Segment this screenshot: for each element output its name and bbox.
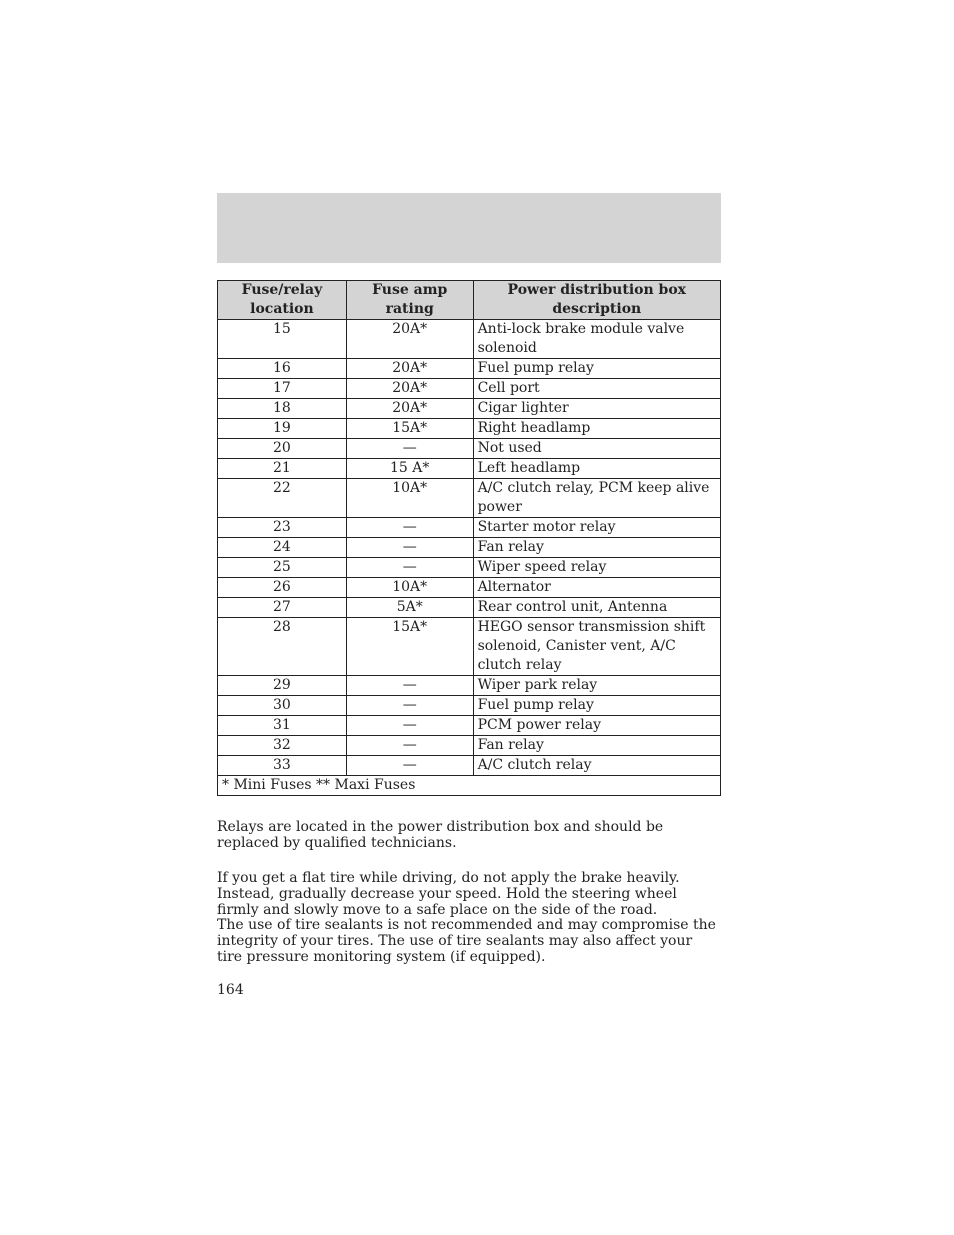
fuse-location-cell: 29: [218, 676, 347, 696]
fuse-description-cell: Rear control unit, Antenna: [473, 598, 720, 618]
header-rating: Fuse amp rating: [346, 281, 473, 320]
fuse-location-cell: 27: [218, 598, 347, 618]
fuse-rating-cell: 20A*: [346, 379, 473, 399]
fuse-rating-cell: 20A*: [346, 399, 473, 419]
table-row: [218, 459, 721, 479]
fuse-location-cell: 28: [218, 618, 347, 676]
fuse-rating-cell: 15 A*: [346, 459, 473, 479]
header-location: Fuse/relay location: [218, 281, 347, 320]
fuse-location-cell: 31: [218, 716, 347, 736]
fuse-location-cell: 33: [218, 756, 347, 776]
fuse-rating-cell: 5A*: [346, 598, 473, 618]
fuse-description-cell: Anti-lock brake module valve solenoid: [473, 320, 720, 359]
fuse-location-cell: 32: [218, 736, 347, 756]
fuse-location-cell: 18: [218, 399, 347, 419]
fuse-location-cell: 23: [218, 518, 347, 538]
fuse-rating-cell: —: [346, 676, 473, 696]
fuse-description-cell: PCM power relay: [473, 716, 720, 736]
section-header-band: [217, 193, 721, 263]
fuse-location-cell: 26: [218, 578, 347, 598]
table-row: [218, 419, 721, 439]
fuse-rating-cell: —: [346, 756, 473, 776]
fuse-description-cell: A/C clutch relay, PCM keep alive power: [473, 479, 720, 518]
fuse-rating-cell: —: [346, 716, 473, 736]
fuse-description-cell: HEGO sensor transmission shift solenoid, Canister vent, A/C clutch relay: [473, 618, 720, 676]
fuse-rating-cell: —: [346, 518, 473, 538]
table-row: [218, 439, 721, 459]
table-row: [218, 598, 721, 618]
flat-tire-paragraph: If you get a flat tire while driving, do not apply the brake heavily. Instead, gradually decrease your speed. Hold the steering wheel firmly and slowly move to a safe place on the side of the road.: [217, 870, 680, 918]
fuse-location-cell: 30: [218, 696, 347, 716]
tire-sealant-paragraph: The use of tire sealants is not recommended and may compromise the integrity of your tires. The use of tire sealants may also affect your tire pressure monitoring system (if equipped).: [217, 917, 716, 965]
fuse-description-cell: Starter motor relay: [473, 518, 720, 538]
fuse-location-cell: 15: [218, 320, 347, 359]
table-row: [218, 538, 721, 558]
fuse-rating-cell: 10A*: [346, 578, 473, 598]
fuse-description-cell: Fuel pump relay: [473, 696, 720, 716]
fuse-rating-cell: —: [346, 736, 473, 756]
fuse-rating-cell: —: [346, 538, 473, 558]
relays-paragraph: Relays are located in the power distribution box and should be replaced by qualified technicians.: [217, 819, 664, 851]
fuse-location-cell: 22: [218, 479, 347, 518]
fuse-description-cell: Alternator: [473, 578, 720, 598]
fuse-location-cell: 16: [218, 359, 347, 379]
table-body: [218, 320, 721, 776]
fuse-rating-cell: 15A*: [346, 419, 473, 439]
fuse-rating-cell: 15A*: [346, 618, 473, 676]
fuse-description-cell: Fuel pump relay: [473, 359, 720, 379]
fuse-description-cell: Wiper park relay: [473, 676, 720, 696]
table-row: [218, 518, 721, 538]
table-row: [218, 320, 721, 359]
fuse-description-cell: Left headlamp: [473, 459, 720, 479]
table-row: [218, 618, 721, 676]
fuse-description-cell: Wiper speed relay: [473, 558, 720, 578]
table-footnote-row: [218, 776, 721, 796]
fuse-rating-cell: —: [346, 439, 473, 459]
table-row: [218, 558, 721, 578]
fuse-location-cell: 17: [218, 379, 347, 399]
fuse-description-cell: Cell port: [473, 379, 720, 399]
fuse-table: [217, 280, 721, 796]
table-row: [218, 736, 721, 756]
table-row: [218, 359, 721, 379]
fuse-rating-cell: 10A*: [346, 479, 473, 518]
table-header-row: [218, 281, 721, 320]
fuse-location-cell: 25: [218, 558, 347, 578]
fuse-location-cell: 19: [218, 419, 347, 439]
table-row: [218, 379, 721, 399]
table-row: [218, 479, 721, 518]
fuse-rating-cell: —: [346, 696, 473, 716]
page-number: 164: [217, 982, 244, 998]
fuse-rating-cell: 20A*: [346, 359, 473, 379]
fuse-description-cell: A/C clutch relay: [473, 756, 720, 776]
table-row: [218, 676, 721, 696]
fuse-description-cell: Cigar lighter: [473, 399, 720, 419]
fuse-description-cell: Fan relay: [473, 538, 720, 558]
fuse-location-cell: 21: [218, 459, 347, 479]
fuse-rating-cell: —: [346, 558, 473, 578]
fuse-location-cell: 20: [218, 439, 347, 459]
table-row: [218, 716, 721, 736]
fuse-description-cell: Fan relay: [473, 736, 720, 756]
table-row: [218, 696, 721, 716]
fuse-rating-cell: 20A*: [346, 320, 473, 359]
table-footnote: * Mini Fuses ** Maxi Fuses: [218, 776, 721, 796]
fuse-description-cell: Right headlamp: [473, 419, 720, 439]
table-row: [218, 578, 721, 598]
table-row: [218, 756, 721, 776]
fuse-location-cell: 24: [218, 538, 347, 558]
fuse-description-cell: Not used: [473, 439, 720, 459]
table-row: [218, 399, 721, 419]
header-description: Power distribution box description: [473, 281, 720, 320]
